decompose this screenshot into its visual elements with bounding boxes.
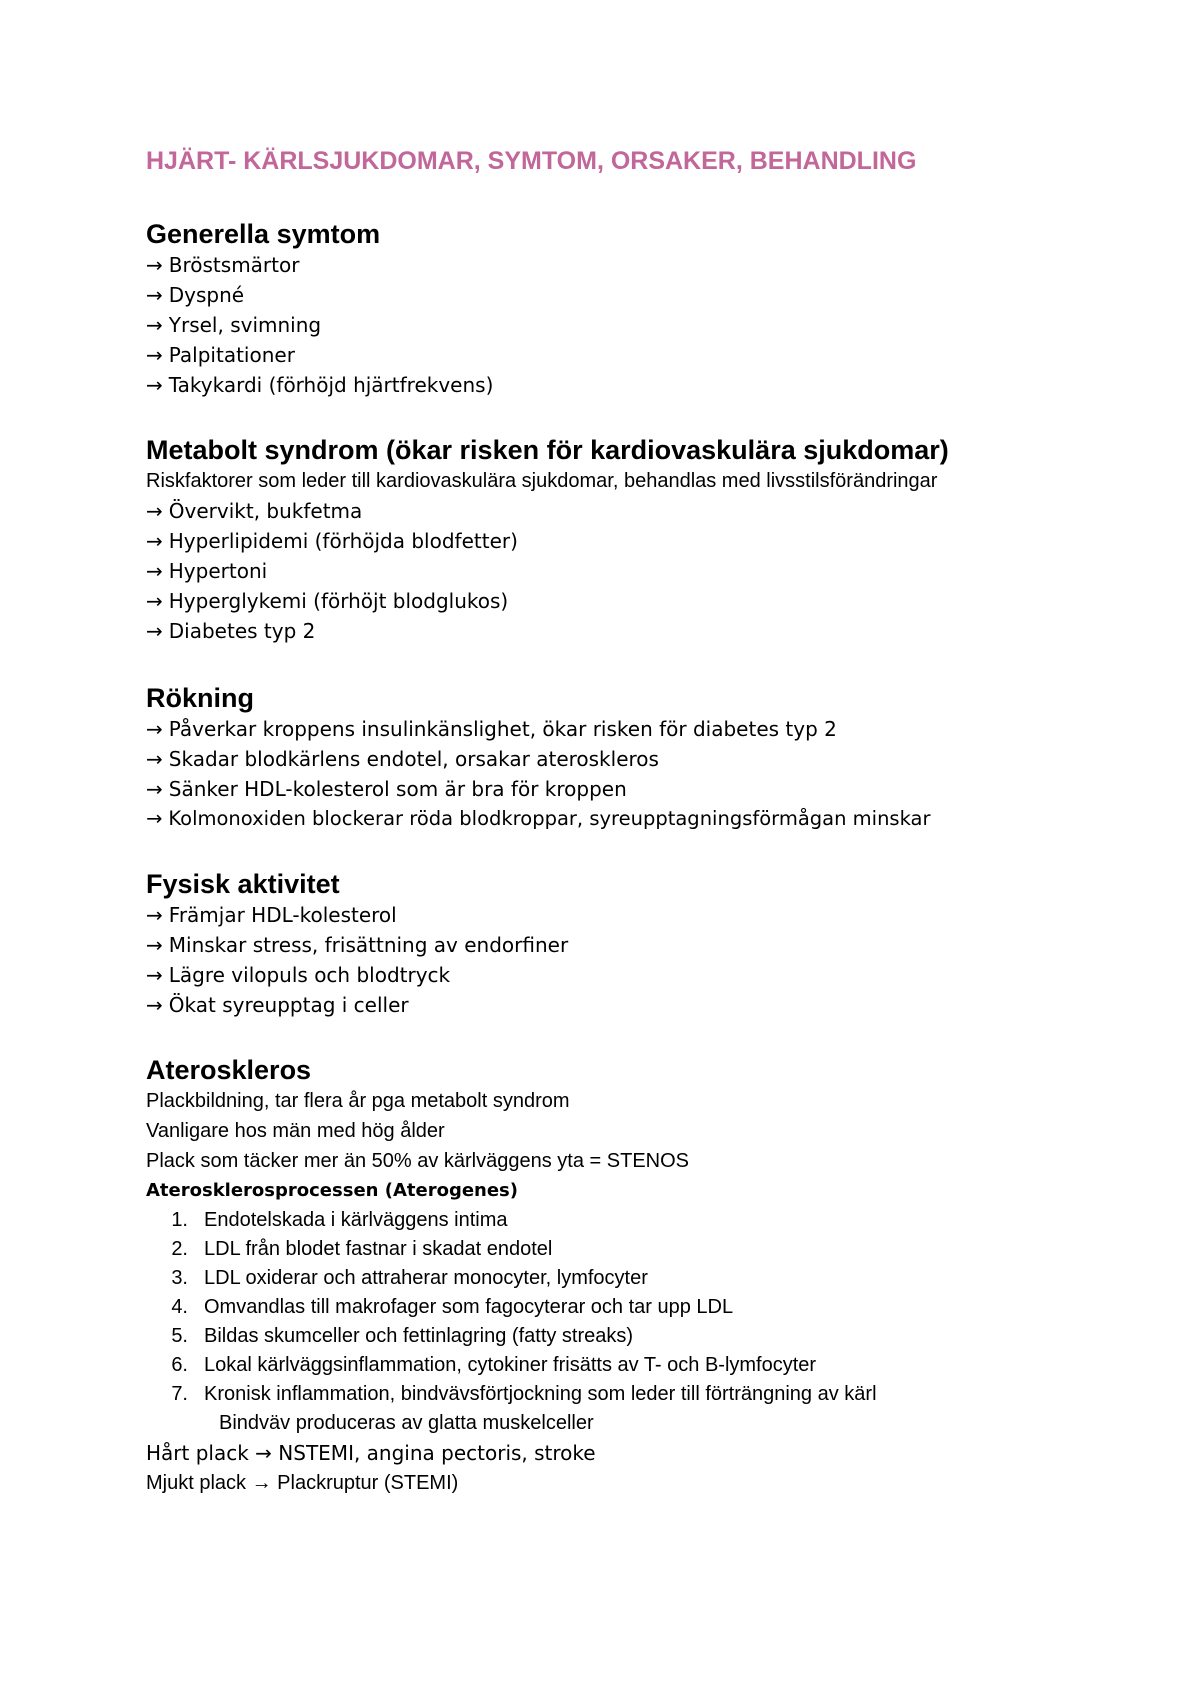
list-item: 6. Lokal kärlväggsinflammation, cytokiner frisätts av T- och B-lymfocyter [171,1354,817,1376]
list-item: → Hyperglykemi (förhöjt blodglukos) [146,589,509,613]
text-line: Plack som täcker mer än 50% av kärlväggens yta = STENOS [146,1150,689,1172]
section-heading: Metabolt syndrom (ökar risken för kardiovaskulära sjukdomar) [146,435,949,465]
arrow-icon: → [146,343,163,367]
section-generella-symtom [146,218,1086,400]
section-fysisk-aktivitet [146,868,1086,1020]
arrow-icon: → [146,313,163,337]
arrow-icon: → [255,1441,272,1465]
arrow-icon: → [146,619,163,643]
list-item: → Övervikt, bukfetma [146,499,363,523]
list-item: → Diabetes typ 2 [146,619,316,643]
list-item: → Yrsel, svimning [146,313,322,337]
list-item: → Ökat syreupptag i celler [146,993,409,1017]
list-item: 7. Kronisk inflammation, bindvävsförtjockning som leder till förträngning av kärl [171,1383,877,1405]
list-item: → Minskar stress, frisättning av endorfiner [146,933,569,957]
list-item: → Takykardi (förhöjd hjärtfrekvens) [146,373,494,397]
list-item: → Palpitationer [146,343,295,367]
section-rokning [146,682,1086,834]
list-item: → Hypertoni [146,559,268,583]
list-item-continuation: Bindväv produceras av glatta muskelceller [219,1412,594,1434]
list-item: → Dyspné [146,283,245,307]
list-item: 4. Omvandlas till makrofager som fagocyterar och tar upp LDL [171,1296,734,1318]
list-item: 3. LDL oxiderar och attraherar monocyter, lymfocyter [171,1267,648,1289]
arrow-icon: → [146,777,163,801]
list-item: → Kolmonoxiden blockerar röda blodkroppar, syreupptagningsförmågan minskar [146,807,931,830]
text-line: Mjukt plack → Plackruptur (STEMI) [146,1472,459,1494]
arrow-icon: → [146,373,163,397]
arrow-icon: → [146,807,163,830]
arrow-icon: → [146,529,163,553]
process-steps-list [146,1206,1086,1409]
section-intro: Riskfaktorer som leder till kardiovaskulära sjukdomar, behandlas med livsstilsförändringar [146,470,938,492]
list-item: 1. Endotelskada i kärlväggens intima [171,1209,508,1231]
list-item: 5. Bildas skumceller och fettinlagring (fatty streaks) [171,1325,634,1347]
arrow-icon: → [146,903,163,927]
arrow-icon: → [146,717,163,741]
arrow-icon: → [146,499,163,523]
section-heading: Ateroskleros [146,1055,312,1085]
list-item: → Främjar HDL-kolesterol [146,903,397,927]
document-title: HJÄRT- KÄRLSJUKDOMAR, SYMTOM, ORSAKER, BEHANDLING [146,147,917,175]
subheading: Aterosklerosprocessen (Aterogenes) [146,1180,518,1201]
section-heading: Generella symtom [146,219,381,249]
list-item: → Bröstsmärtor [146,253,300,277]
arrow-icon: → [146,253,163,277]
arrow-icon: → [146,283,163,307]
list-item: → Sänker HDL-kolesterol som är bra för kroppen [146,777,627,801]
arrow-icon: → [146,589,163,613]
section-ateroskleros [146,1054,1086,1498]
arrow-icon: → [146,933,163,957]
arrow-icon: → [146,963,163,987]
section-heading: Rökning [146,683,254,713]
list-item: → Hyperlipidemi (förhöjda blodfetter) [146,529,518,553]
list-item: → Lägre vilopuls och blodtryck [146,963,451,987]
arrow-icon: → [251,1472,272,1494]
text-line: Hårt plack → NSTEMI, angina pectoris, stroke [146,1441,596,1465]
arrow-icon: → [146,559,163,583]
list-item: 2. LDL från blodet fastnar i skadat endotel [171,1238,553,1260]
list-item: → Påverkar kroppens insulinkänslighet, ökar risken för diabetes typ 2 [146,717,837,741]
arrow-icon: → [146,747,163,771]
text-line: Vanligare hos män med hög ålder [146,1120,445,1142]
section-metabolt-syndrom [146,434,1086,646]
list-item: → Skadar blodkärlens endotel, orsakar ateroskleros [146,747,659,771]
arrow-icon: → [146,993,163,1017]
section-heading: Fysisk aktivitet [146,869,340,899]
text-line: Plackbildning, tar flera år pga metabolt syndrom [146,1090,570,1112]
